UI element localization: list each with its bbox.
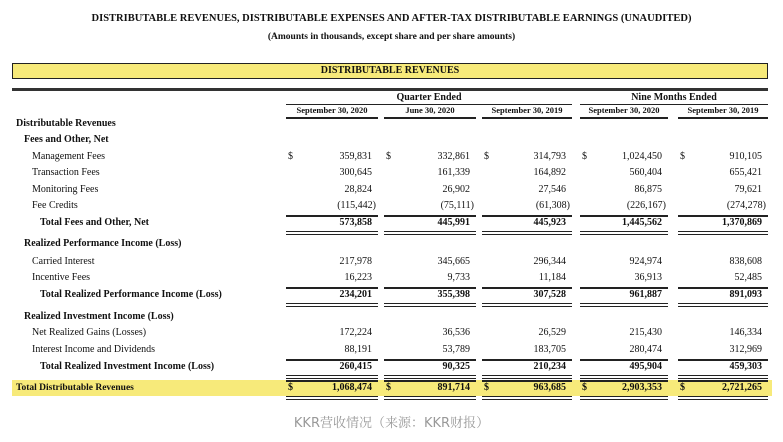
currency-symbol: $ — [484, 151, 489, 162]
cell-value: 183,705 — [533, 344, 566, 355]
section-header: DISTRIBUTABLE REVENUES — [12, 63, 768, 79]
double-underline — [580, 396, 668, 400]
underline — [384, 215, 476, 217]
double-underline — [580, 375, 668, 379]
cell-value: 36,536 — [442, 327, 470, 338]
double-underline — [384, 303, 476, 307]
underline — [678, 287, 768, 289]
underline — [286, 215, 378, 217]
currency-symbol: $ — [288, 151, 293, 162]
cell-value: 963,685 — [533, 382, 566, 393]
cell-value: 26,529 — [538, 327, 566, 338]
underline — [384, 380, 476, 382]
double-underline — [678, 375, 768, 379]
cell-value: (61,308) — [535, 200, 570, 211]
row-label: Total Distributable Revenues — [16, 383, 134, 393]
row-label: Carried Interest — [32, 256, 95, 267]
cell-value: 210,234 — [533, 361, 566, 372]
underline — [286, 287, 378, 289]
cell-value: 280,474 — [629, 344, 662, 355]
underline — [482, 215, 572, 217]
cell-value: 312,969 — [729, 344, 762, 355]
cell-value: 961,887 — [629, 289, 662, 300]
underline — [482, 359, 572, 361]
row-label: Total Realized Performance Income (Loss) — [40, 289, 222, 300]
currency-symbol: $ — [484, 382, 489, 393]
table-row — [0, 198, 783, 214]
row-label: Fees and Other, Net — [24, 134, 109, 145]
underline — [580, 359, 668, 361]
double-underline — [384, 396, 476, 400]
double-underline — [384, 231, 476, 235]
currency-symbol: $ — [680, 382, 685, 393]
cell-value: 11,184 — [538, 272, 566, 283]
underline — [286, 380, 378, 382]
cell-value: 1,068,474 — [332, 382, 372, 393]
divider — [12, 88, 768, 91]
group-nine-months-ended: Nine Months Ended — [580, 92, 768, 105]
section-label-row — [0, 236, 783, 252]
row-label: Realized Investment Income (Loss) — [24, 311, 174, 322]
cell-value: 359,831 — [339, 151, 372, 162]
currency-symbol: $ — [582, 151, 587, 162]
table-row — [0, 182, 783, 198]
row-label: Realized Performance Income (Loss) — [24, 238, 182, 249]
cell-value: 332,861 — [437, 151, 470, 162]
underline — [580, 215, 668, 217]
double-underline — [384, 375, 476, 379]
underline — [678, 380, 768, 382]
section-label-row — [0, 116, 783, 132]
total-row — [0, 380, 783, 396]
row-label: Total Realized Investment Income (Loss) — [40, 361, 215, 372]
double-underline — [482, 303, 572, 307]
row-label: Monitoring Fees — [32, 184, 99, 195]
cell-value: 9,733 — [447, 272, 470, 283]
section-label-row — [0, 132, 783, 148]
double-underline — [286, 303, 378, 307]
image-caption: KKR营收情况（来源：KKR财报） — [293, 416, 490, 431]
underline — [678, 215, 768, 217]
cell-value: (115,442) — [337, 200, 376, 211]
currency-symbol: $ — [386, 151, 391, 162]
table-row — [0, 342, 783, 358]
cell-value: 79,621 — [734, 184, 762, 195]
double-underline — [580, 231, 668, 235]
cell-value: 26,902 — [442, 184, 470, 195]
row-label: Fee Credits — [32, 200, 78, 211]
cell-value: 1,370,869 — [722, 217, 762, 228]
double-underline — [678, 303, 768, 307]
cell-value: 27,546 — [538, 184, 566, 195]
statement-title: DISTRIBUTABLE REVENUES, DISTRIBUTABLE EXPENSES AND AFTER-TAX DISTRIBUTABLE EARNINGS (UNAUDITED) — [91, 13, 692, 24]
underline — [482, 287, 572, 289]
row-label: Net Realized Gains (Losses) — [32, 327, 147, 338]
table-row — [0, 270, 783, 286]
cell-value: 164,892 — [533, 167, 566, 178]
cell-value: 36,913 — [634, 272, 662, 283]
column-header: September 30, 2020 — [580, 105, 668, 119]
cell-value: 53,789 — [442, 344, 470, 355]
underline — [678, 359, 768, 361]
statement-subtitle: (Amounts in thousands, except share and per share amounts) — [267, 32, 516, 42]
table-row — [0, 165, 783, 181]
cell-value: 560,404 — [629, 167, 662, 178]
group-quarter-ended: Quarter Ended — [286, 92, 572, 105]
currency-symbol: $ — [582, 382, 587, 393]
underline — [482, 380, 572, 382]
cell-value: (75,111) — [440, 200, 474, 211]
column-header: September 30, 2020 — [286, 105, 378, 119]
row-label: Total Fees and Other, Net — [40, 217, 149, 228]
total-row — [0, 359, 783, 375]
cell-value: 161,339 — [437, 167, 470, 178]
cell-value: 2,903,353 — [622, 382, 662, 393]
cell-value: 459,303 — [729, 361, 762, 372]
row-label: Management Fees — [32, 151, 106, 162]
cell-value: 52,485 — [734, 272, 762, 283]
cell-value: 891,714 — [437, 382, 470, 393]
row-label: Interest Income and Dividends — [32, 344, 156, 355]
table-row — [0, 254, 783, 270]
cell-value: 90,325 — [442, 361, 470, 372]
double-underline — [286, 396, 378, 400]
double-underline — [286, 375, 378, 379]
cell-value: 314,793 — [533, 151, 566, 162]
column-header: September 30, 2019 — [678, 105, 768, 119]
cell-value: 2,721,265 — [722, 382, 762, 393]
row-label: Incentive Fees — [32, 272, 91, 283]
table-row — [0, 149, 783, 165]
cell-value: 217,978 — [339, 256, 372, 267]
underline — [286, 359, 378, 361]
cell-value: 891,093 — [729, 289, 762, 300]
double-underline — [482, 231, 572, 235]
cell-value: 345,665 — [437, 256, 470, 267]
cell-value: 355,398 — [437, 289, 470, 300]
cell-value: 88,191 — [344, 344, 372, 355]
cell-value: 910,105 — [729, 151, 762, 162]
column-header: September 30, 2019 — [482, 105, 572, 119]
cell-value: (226,167) — [626, 200, 666, 211]
cell-value: 215,430 — [629, 327, 662, 338]
currency-symbol: $ — [288, 382, 293, 393]
double-underline — [580, 303, 668, 307]
cell-value: 655,421 — [729, 167, 762, 178]
cell-value: 573,858 — [339, 217, 372, 228]
cell-value: 1,024,450 — [622, 151, 662, 162]
cell-value: 445,923 — [533, 217, 566, 228]
cell-value: 445,991 — [437, 217, 470, 228]
underline — [580, 380, 668, 382]
underline — [384, 287, 476, 289]
cell-value: 28,824 — [344, 184, 372, 195]
column-header: June 30, 2020 — [384, 105, 476, 119]
currency-symbol: $ — [680, 151, 685, 162]
double-underline — [286, 231, 378, 235]
underline — [384, 359, 476, 361]
section-label-row — [0, 309, 783, 325]
cell-value: 146,334 — [729, 327, 762, 338]
cell-value: 16,223 — [344, 272, 372, 283]
cell-value: 924,974 — [629, 256, 662, 267]
cell-value: 495,904 — [629, 361, 662, 372]
cell-value: 296,344 — [533, 256, 566, 267]
cell-value: 260,415 — [339, 361, 372, 372]
cell-value: (274,278) — [726, 200, 766, 211]
cell-value: 1,445,562 — [622, 217, 662, 228]
row-label: Distributable Revenues — [16, 118, 116, 129]
total-row — [0, 215, 783, 231]
double-underline — [482, 375, 572, 379]
cell-value: 234,201 — [339, 289, 372, 300]
double-underline — [678, 396, 768, 400]
cell-value: 300,645 — [339, 167, 372, 178]
cell-value: 172,224 — [339, 327, 372, 338]
total-row — [0, 287, 783, 303]
underline — [580, 287, 668, 289]
double-underline — [482, 396, 572, 400]
table-row — [0, 325, 783, 341]
cell-value: 307,528 — [533, 289, 566, 300]
double-underline — [678, 231, 768, 235]
cell-value: 838,608 — [729, 256, 762, 267]
cell-value: 86,875 — [634, 184, 662, 195]
row-label: Transaction Fees — [32, 167, 100, 178]
currency-symbol: $ — [386, 382, 391, 393]
